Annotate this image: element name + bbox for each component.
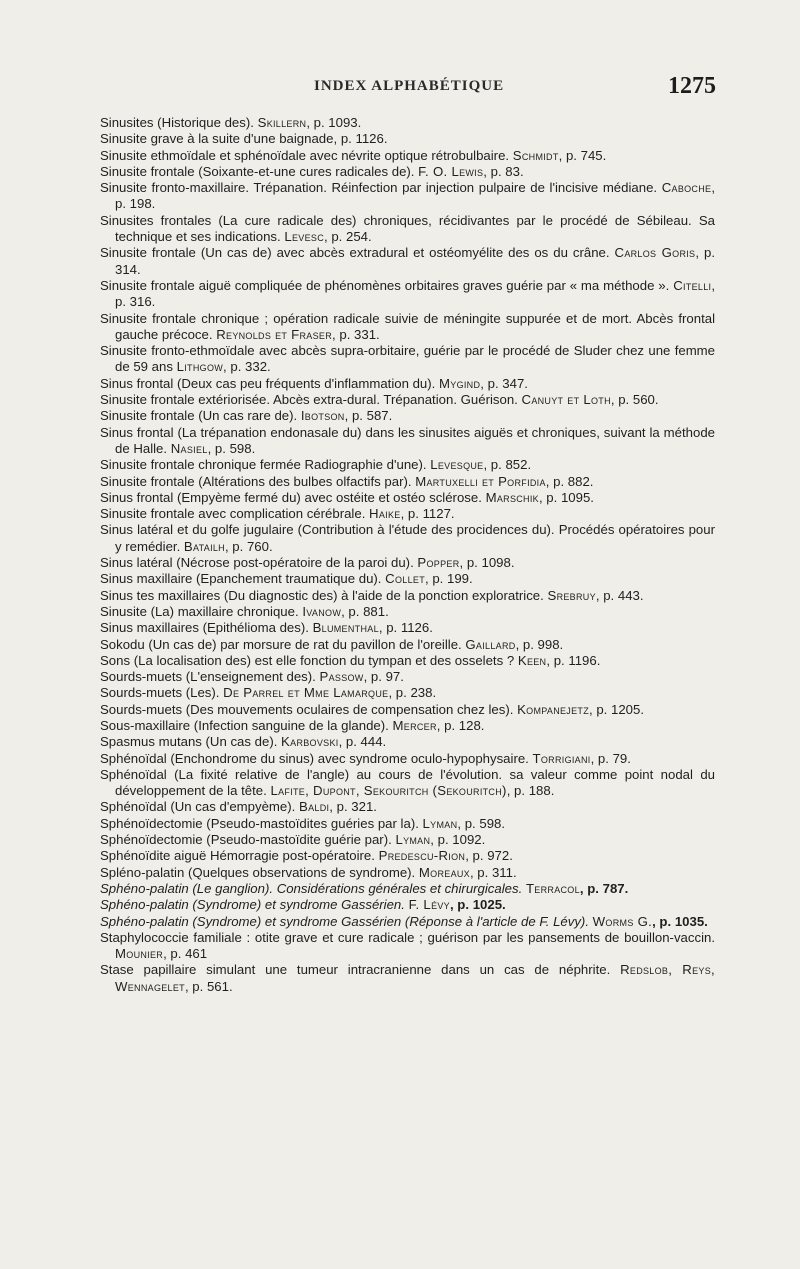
index-entry xyxy=(100,897,715,913)
index-entry xyxy=(100,490,715,506)
entry-subject: Stase papillaire simulant une tumeur intracranienne dans un cas de néphrite. xyxy=(100,962,611,978)
entry-page-ref: , p. 745. xyxy=(558,147,607,163)
entry-page-ref: , p. 254. xyxy=(324,229,372,245)
entry-page-ref: , p. 128. xyxy=(436,717,485,733)
entry-subject: Sinusite grave à la suite d'une baignade, xyxy=(100,131,338,147)
entry-subject: Sinus maxillaires (Epithélioma des). xyxy=(100,620,309,636)
entry-page-ref: , p. 1035. xyxy=(652,913,708,929)
index-entry xyxy=(100,914,715,930)
entry-subject: Sinus maxillaire (Epanchement traumatique du). xyxy=(100,571,382,587)
index-entry xyxy=(100,653,715,669)
entry-subject: Sphéno-palatin (Le ganglion). Considérations générales et chirurgicales. xyxy=(100,880,523,896)
entry-author: Torrigiani xyxy=(532,750,591,766)
entry-page-ref: , p. 560. xyxy=(610,392,659,408)
entry-subject: Sinus frontal (Deux cas peu fréquents d'inflammation du). xyxy=(100,375,436,391)
index-entry xyxy=(100,392,715,408)
entry-author: F. Lévy xyxy=(408,897,450,913)
entry-subject: Sphénoïdal (Un cas d'empyème). xyxy=(100,799,296,815)
entry-author: Popper xyxy=(417,555,460,571)
entry-author: Terracol xyxy=(525,880,580,896)
index-entry xyxy=(100,865,715,881)
entry-subject: Sphéno-palatin (Syndrome) et syndrome Gassérien. xyxy=(100,897,405,913)
entry-author: Predescu-Rion xyxy=(378,848,466,864)
entry-subject: Sinusites frontales (La cure radicale des) chroniques, récidivantes par le procédé de Sébileau. Sa technique et ses indications. xyxy=(100,212,715,245)
entry-subject: Spléno-palatin (Quelques observations de syndrome). xyxy=(100,864,416,880)
entry-subject: Sinusites (Historique des). xyxy=(100,115,254,130)
entry-subject: Sinus latéral et du golfe jugulaire (Contribution à l'étude des procidences du). Procédés opératoires pour y remédier. xyxy=(100,522,715,554)
entry-page-ref: , p. 461 xyxy=(163,946,208,962)
index-entry xyxy=(100,278,715,311)
index-entry xyxy=(100,571,715,587)
entry-page-ref: , p. 321. xyxy=(329,799,377,815)
entry-page-ref: , p. 1095. xyxy=(538,489,594,505)
entry-subject: Sinusite fronto-ethmoïdale avec abcès supra-orbitaire, guérie par le procédé de Sluder chez une femme de 59 ans xyxy=(100,343,715,375)
entry-author: Karbovski xyxy=(281,734,339,750)
entry-subject: Sourds-muets (L'enseignement des). xyxy=(100,669,316,685)
entry-page-ref: , p. 882. xyxy=(545,473,594,489)
entry-subject: Staphylococcie familiale : otite grave et cure radicale ; guérison par les pansements de bouillon-vaccin. xyxy=(100,929,715,945)
entry-page-ref: , p. 332. xyxy=(223,359,271,375)
entry-author: Ivanow xyxy=(302,603,342,619)
entry-subject: Sinusite frontale (Altérations des bulbes olfactifs par). xyxy=(100,473,412,489)
index-entry xyxy=(100,588,715,604)
entry-page-ref: , p. 331. xyxy=(332,326,380,342)
index-entry xyxy=(100,474,715,490)
index-entry xyxy=(100,164,715,180)
index-entry xyxy=(100,343,715,376)
entry-page-ref: , p. 1025. xyxy=(449,897,506,913)
entry-page-ref: , p. 198. xyxy=(115,180,715,212)
entry-page-ref: , p. 1126. xyxy=(378,620,433,636)
index-entry xyxy=(100,930,715,963)
entry-author: Keen xyxy=(517,652,547,668)
page-header xyxy=(0,73,800,102)
index-entry xyxy=(100,799,715,815)
index-entry xyxy=(100,685,715,701)
index-entry xyxy=(100,148,715,164)
entry-page-ref: , p. 199. xyxy=(425,571,473,587)
index-entry xyxy=(100,751,715,767)
entry-author: Batailh xyxy=(183,538,225,554)
entry-author: Citelli xyxy=(673,277,712,293)
index-entry xyxy=(100,604,715,620)
entry-page-ref: , p. 598. xyxy=(207,440,256,456)
entry-page-ref: , p. 561. xyxy=(184,978,233,994)
entry-author: Gaillard xyxy=(465,636,516,652)
entry-author: Blumenthal xyxy=(312,620,379,636)
entry-author: De Parrel et Mme Lamarque xyxy=(223,685,389,701)
entry-page-ref: , p. 587. xyxy=(344,408,393,424)
entry-author: F. O. Lewis xyxy=(418,163,484,179)
entry-subject: Sokodu (Un cas de) par morsure de rat du pavillon de l'oreille. xyxy=(100,636,462,652)
index-entries xyxy=(100,115,715,995)
entry-subject: Sphénoïdal (La fixité relative de l'angle) au cours de l'évolution. sa valeur comme point nodal du développement de la tête. xyxy=(100,766,715,799)
entry-page-ref: , p. 83. xyxy=(483,163,524,179)
entry-page-ref: , p. 316. xyxy=(115,277,715,310)
entry-author: Mercer xyxy=(392,717,437,733)
entry-author: Moreaux xyxy=(418,864,470,880)
index-entry xyxy=(100,180,715,213)
entry-page-ref: , p. 852. xyxy=(483,457,532,473)
index-entry xyxy=(100,506,715,522)
index-entry xyxy=(100,637,715,653)
entry-subject: Sphénoïdectomie (Pseudo-mastoïdite guérie par). xyxy=(100,832,392,848)
entry-page-ref: , p. 314. xyxy=(115,245,716,277)
entry-page-ref: , p. 188. xyxy=(506,783,555,799)
entry-subject: Sourds-muets (Les). xyxy=(100,685,220,701)
entry-page-ref: , p. 97. xyxy=(363,669,404,685)
entry-author: Redslob, Reys, Wennagelet xyxy=(115,962,715,994)
index-entry xyxy=(100,555,715,571)
entry-page-ref: , p. 1093. xyxy=(306,115,362,130)
index-entry xyxy=(100,669,715,685)
index-entry xyxy=(100,457,715,473)
index-entry xyxy=(100,734,715,750)
entry-author: Lyman xyxy=(422,815,458,831)
index-entry xyxy=(100,702,715,718)
index-entry xyxy=(100,376,715,392)
index-entry xyxy=(100,311,715,344)
entry-author: Passow xyxy=(319,669,364,685)
entry-subject: Sinusite ethmoïdale et sphénoïdale avec névrite optique rétrobulbaire. xyxy=(100,147,510,163)
entry-subject: Sinusite fronto-maxillaire. Trépanation. Réinfection par injection pulpaire de l'incisive médiane. xyxy=(100,180,658,196)
entry-page-ref: , p. 760. xyxy=(224,538,273,554)
entry-author: Levesc xyxy=(284,229,325,245)
entry-author: Marschik xyxy=(485,489,539,505)
entry-subject: Sinusite frontale (Un cas rare de). xyxy=(100,408,298,424)
entry-subject: Sphénoïdectomie (Pseudo-mastoïdites guéries par la). xyxy=(100,815,419,831)
index-entry xyxy=(100,832,715,848)
entry-page-ref: , p. 347. xyxy=(480,375,528,391)
entry-author: Worms G. xyxy=(592,913,653,929)
entry-page-ref: , p. 972. xyxy=(465,848,513,864)
entry-page-ref: , p. 444. xyxy=(338,734,387,750)
index-entry xyxy=(100,881,715,897)
index-entry xyxy=(100,522,715,555)
running-title: INDEX ALPHABÉTIQUE xyxy=(314,78,505,94)
entry-page-ref: , p. 238. xyxy=(388,685,437,701)
entry-page-ref: , p. 443. xyxy=(595,587,644,603)
index-entry xyxy=(100,848,715,864)
entry-author: Mounier xyxy=(115,946,164,962)
entry-page-ref: , p. 998. xyxy=(515,636,564,652)
entry-subject: Sinusite frontale avec complication cérébrale. xyxy=(100,506,366,522)
entry-author: Martuxelli et Porfidia xyxy=(415,473,546,489)
entry-subject: Sphénoïdal (Enchondrome du sinus) avec syndrome oculo-hypophysaire. xyxy=(100,750,529,766)
entry-author: Lithgow xyxy=(176,359,224,375)
index-entry xyxy=(100,767,715,800)
entry-author: Canuyt et Loth xyxy=(521,392,611,408)
entry-author: Lyman xyxy=(395,832,431,848)
entry-page-ref: , p. 311. xyxy=(469,864,517,880)
entry-subject: Sinusite frontale extériorisée. Abcès extra-dural. Trépanation. Guérison. xyxy=(100,392,518,408)
entry-author: Kompanejetz xyxy=(517,701,590,717)
entry-subject: Spasmus mutans (Un cas de). xyxy=(100,734,278,750)
entry-page-ref: p. 1126. xyxy=(340,131,388,147)
entry-page-ref: , p. 1098. xyxy=(459,555,515,571)
index-entry xyxy=(100,718,715,734)
entry-author: Carlos Goris xyxy=(614,245,696,261)
entry-page-ref: , p. 598. xyxy=(457,815,506,831)
entry-author: Haike xyxy=(369,506,401,522)
entry-page-ref: , p. 1127. xyxy=(400,506,455,522)
index-entry xyxy=(100,425,715,458)
entry-subject: Sphénoïdite aiguë Hémorragie post-opératoire. xyxy=(100,848,375,864)
entry-author: Baldi xyxy=(298,799,330,815)
entry-subject: Sinusite frontale (Un cas de) avec abcès extradural et ostéomyélite des os du crâne. xyxy=(100,245,610,261)
entry-subject: Sinusite frontale chronique fermée Radiographie d'une). xyxy=(100,457,427,473)
entry-subject: Sinusite frontale aiguë compliquée de phénomènes orbitaires graves guérie par « ma méthode ». xyxy=(100,277,670,293)
index-entry xyxy=(100,962,715,995)
entry-subject: Sinusite frontale (Soixante-et-une cures radicales de). xyxy=(100,163,415,179)
entry-subject: Sinus frontal (Empyème fermé du) avec ostéite et ostéo sclérose. xyxy=(100,489,482,505)
entry-author: Schmidt xyxy=(512,147,559,163)
entry-page-ref: , p. 881. xyxy=(341,603,389,619)
entry-subject: Sinusite frontale chronique ; opération radicale suivie de méningite suppurée et de mort. Abcès frontal gauche précoce. xyxy=(100,310,715,342)
entry-subject: Sourds-muets (Des mouvements oculaires de compensation chez les). xyxy=(100,701,514,717)
entry-subject: Sinus tes maxillaires (Du diagnostic des) à l'aide de la ponction exploratrice. xyxy=(100,587,544,603)
entry-page-ref: , p. 787. xyxy=(579,880,629,896)
entry-author: Collet xyxy=(385,571,425,587)
entry-author: Caboche xyxy=(661,180,712,196)
index-entry xyxy=(100,115,715,131)
index-entry xyxy=(100,213,715,246)
index-entry xyxy=(100,408,715,424)
entry-subject: Sinus frontal (La trépanation endonasale du) dans les sinusites aiguës et chroniques, suivant la méthode de Halle. xyxy=(100,424,715,456)
entry-subject: Sons (La localisation des) est elle fonction du tympan et des osselets ? xyxy=(100,652,515,668)
index-entry xyxy=(100,131,715,147)
entry-subject: Sphéno-palatin (Syndrome) et syndrome Gassérien (Réponse à l'article de F. Lévy). xyxy=(100,913,589,929)
index-entry xyxy=(100,816,715,832)
entry-author: Skillern xyxy=(257,115,307,130)
entry-author: Nasiel xyxy=(170,440,208,456)
entry-author: Lafite, Dupont, Sekouritch (Sekouritch) xyxy=(270,783,507,799)
entry-subject: Sinus latéral (Nécrose post-opératoire de la paroi du). xyxy=(100,555,414,571)
index-entry xyxy=(100,245,715,278)
entry-author: Mygind xyxy=(438,375,481,391)
page-number: 1275 xyxy=(668,73,716,99)
entry-subject: Sous-maxillaire (Infection sanguine de la glande). xyxy=(100,717,389,733)
entry-page-ref: , p. 79. xyxy=(590,750,631,766)
entry-author: Reynolds et Fraser xyxy=(216,326,333,342)
entry-page-ref: , p. 1196. xyxy=(546,652,601,668)
entry-page-ref: , p. 1205. xyxy=(589,701,645,717)
entry-subject: Sinusite (La) maxillaire chronique. xyxy=(100,603,299,619)
entry-author: Ibotson xyxy=(300,408,345,424)
entry-author: Srebruy xyxy=(547,587,596,603)
entry-author: Levesque xyxy=(430,457,484,473)
entry-page-ref: , p. 1092. xyxy=(430,832,486,848)
index-entry xyxy=(100,620,715,636)
